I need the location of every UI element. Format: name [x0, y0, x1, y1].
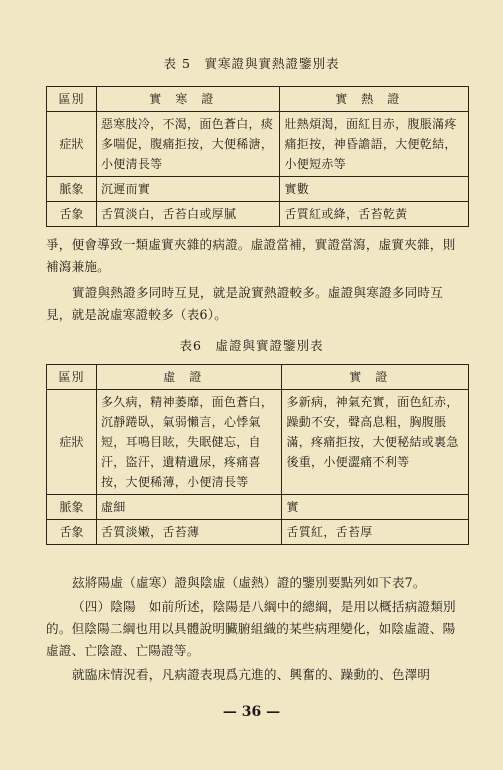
- row-label: 脈象: [47, 177, 97, 202]
- row-label: 脈象: [47, 495, 97, 520]
- cold-symptoms: 惡寒肢冷，不渴，面色蒼白，痰多喘促，腹痛拒按，大便稀溏，小便清長等: [96, 112, 280, 177]
- cold-tongue: 舌質淡白，舌苔白或厚膩: [96, 202, 280, 227]
- table5-caption: 表 5 實寒證與實熱證鑒別表: [163, 56, 340, 71]
- paragraph-4: （四）陰陽 如前所述，陰陽是八綱中的總綱，是用以概括病證類別的。但陰陽二綱也用以具體說明臟腑組織的某些病理變化，如陰虛證、陽虛證、亡陰證、亡陽證等。: [46, 599, 456, 658]
- paragraph-3: 玆將陽虛（虛寒）證與陰虛（虛熱）證的鑒別要點列如下表7。: [72, 575, 426, 590]
- shi-tongue: 舌質紅，舌苔厚: [282, 520, 469, 545]
- table-row: [47, 177, 469, 202]
- paragraph-1: 爭，便會導致一類虛實夾雜的病證。虛證當補，實證當瀉，虛實夾雜，則補瀉兼施。: [46, 237, 456, 274]
- table5-header-category: 區別: [47, 87, 97, 112]
- table5-header-row: [47, 87, 469, 112]
- table5: [46, 86, 469, 227]
- heat-tongue: 舌質紅或絳，舌苔乾黃: [280, 202, 469, 227]
- shi-symptoms: 多新病，神氣充實，面色紅赤，躁動不安，聲高息粗，胸腹脹滿，疼痛拒按，大便秘結或裏急後重，小便澀痛不利等: [282, 390, 469, 495]
- row-label: 症狀: [47, 112, 97, 177]
- xu-pulse: 虛細: [96, 495, 282, 520]
- paragraph-5: 就臨床情況看，凡病證表現爲亢進的、興奮的、躁動的、色澤明: [72, 667, 431, 682]
- table-row: [47, 112, 469, 177]
- cold-pulse: 沉遲而實: [96, 177, 280, 202]
- table-row: [47, 520, 469, 545]
- heat-pulse: 實數: [280, 177, 469, 202]
- xu-tongue: 舌質淡嫩，舌苔薄: [96, 520, 282, 545]
- table6-header-category: 區別: [47, 365, 97, 390]
- paragraph-2: 實證與熱證多同時互見，就是說實熱證較多。虛證與寒證多同時互見，就是說虛寒證較多（表6）。: [46, 285, 444, 322]
- row-label: 舌象: [47, 520, 97, 545]
- row-label: 舌象: [47, 202, 97, 227]
- table-row: [47, 495, 469, 520]
- table6-caption: 表6 虛證與實證鑒別表: [179, 338, 324, 353]
- xu-symptoms: 多久病，精神萎靡，面色蒼白，沉靜踡臥，氣弱懶言，心悸氣短，耳鳴目眩，失眠健忘，自汗，盜汗，遺精遺尿，疼痛喜按，大便稀薄，小便清長等: [96, 390, 282, 495]
- table6-header-shi: 實證: [282, 365, 469, 390]
- shi-pulse: 實: [282, 495, 469, 520]
- table-row: [47, 390, 469, 495]
- table6-header-xu: 虛證: [96, 365, 282, 390]
- row-label: 症狀: [47, 390, 97, 495]
- table5-header-heat: 實熱證: [280, 87, 469, 112]
- table6-header-row: [47, 365, 469, 390]
- page-number: — 36 —: [222, 704, 281, 720]
- table5-header-cold: 實寒證: [96, 87, 280, 112]
- heat-symptoms: 壯熱煩渴，面紅目赤，腹脹滿疼痛拒按，神昏譫語，大便乾結，小便短赤等: [280, 112, 469, 177]
- table6: [46, 364, 469, 545]
- table-row: [47, 202, 469, 227]
